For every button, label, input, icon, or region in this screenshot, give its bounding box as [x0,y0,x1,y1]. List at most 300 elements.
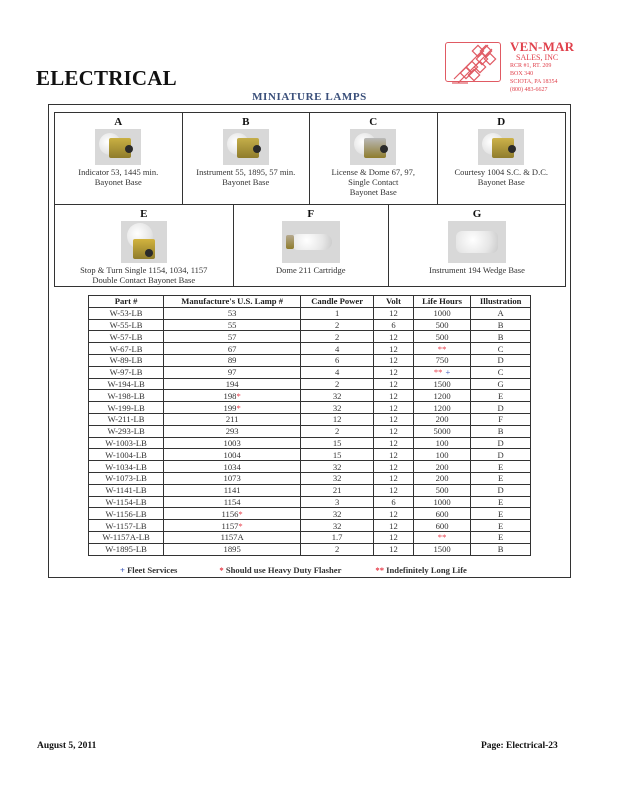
cell-volt [374,413,414,425]
cell-candle-power-value: 32 [332,390,342,401]
cell-lamp [164,343,301,355]
cell-part [89,543,164,555]
logo-address-line: RCR #1, RT. 209 [510,63,552,69]
cell-volt-value: 12 [389,343,398,354]
cell-candle-power-value: 32 [332,402,342,413]
cell-candle-power [301,437,374,449]
lamp-logo-icon [445,42,501,82]
table-row [89,425,531,437]
illustration-letter: B [242,116,250,128]
double-asterisk-icon: ** [433,367,443,378]
illustration-caption: Bayonet Base [222,177,270,187]
cell-candle-power [301,543,374,555]
cell-lamp-value: 67 [227,343,237,354]
table-row [89,484,531,496]
cell-candle-power [301,354,374,366]
cell-part-value: W-53-LB [109,308,143,319]
table-row [89,543,531,555]
cell-lamp [164,449,301,461]
cell-volt [374,484,414,496]
logo-address-line: SCIOTA, PA 18354 [510,79,558,85]
cell-life-hours [413,496,470,508]
cell-life-hours [413,343,470,355]
cell-illustration [471,496,531,508]
lamp-bulb-photo [448,221,506,263]
cell-candle-power-value: 2 [334,544,340,555]
illustration-caption: Bayonet Base [349,187,397,197]
cell-illustration [471,319,531,331]
cell-volt [374,437,414,449]
cell-lamp-value: 211 [225,414,239,425]
cell-life-hours-value: 600 [435,520,449,531]
cell-volt-value: 12 [389,390,398,401]
cell-candle-power-value: 1.7 [331,532,343,543]
column-header-illustration: Illustration [471,296,531,308]
cell-part [89,319,164,331]
asterisk-icon: * [238,520,243,531]
cell-volt [374,425,414,437]
cell-illustration-value: D [497,437,504,448]
lamp-bulb-photo [350,129,396,165]
asterisk-icon: * [236,390,241,401]
cell-candle-power-value: 6 [334,355,340,366]
cell-illustration [471,449,531,461]
cell-volt-value: 12 [389,532,398,543]
cell-candle-power-value: 1 [334,308,340,319]
cell-life-hours [413,437,470,449]
cell-candle-power-value: 15 [332,449,342,460]
cell-candle-power [301,413,374,425]
asterisk-icon: * [236,402,241,413]
cell-illustration [471,331,531,343]
company-logo [443,36,593,93]
cell-candle-power-value: 21 [332,485,342,496]
cell-volt [374,496,414,508]
cell-volt-value: 12 [389,508,398,519]
cell-illustration-value: E [498,532,504,543]
cell-lamp-value: 55 [227,319,237,330]
illustration-letter: D [497,116,506,128]
cell-life-hours [413,484,470,496]
column-header-lamp: Manufacture's U.S. Lamp # [164,296,301,308]
illustration-caption: Indicator 53, 1445 min. [78,167,159,177]
cell-candle-power-value: 3 [334,496,340,507]
cell-candle-power [301,508,374,520]
cell-life-hours-value: 200 [435,461,449,472]
cell-part-value: W-1157A-LB [102,532,150,543]
lamp-bulb-photo [95,129,141,165]
cell-volt [374,402,414,414]
cell-illustration-value: D [497,449,504,460]
cell-lamp [164,461,301,473]
cell-illustration [471,520,531,532]
cell-part-value: W-1034-LB [105,461,147,472]
illustration-caption: Bayonet Base [477,177,525,187]
cell-candle-power [301,472,374,484]
cell-part [89,508,164,520]
cell-part [89,390,164,402]
illustration-a [55,113,183,204]
cell-part [89,484,164,496]
cell-illustration-value: D [497,485,504,496]
cell-illustration-value: D [497,355,504,366]
cell-lamp [164,366,301,378]
cell-candle-power [301,520,374,532]
cell-part-value: W-194-LB [107,378,145,389]
table-row [89,354,531,366]
cell-candle-power [301,307,374,319]
logo-phone: (800) 483-6627 [510,87,548,93]
cell-lamp [164,437,301,449]
cell-part [89,437,164,449]
cell-lamp-value: 1003 [223,437,241,448]
cell-part [89,520,164,532]
table-row [89,307,531,319]
illustration-caption: Bayonet Base [94,177,142,187]
cell-life-hours [413,461,470,473]
cell-volt-value: 12 [389,520,398,531]
cell-illustration-value: E [498,473,504,484]
lamp-table [88,295,531,556]
cell-part [89,496,164,508]
cell-part-value: W-97-LB [109,367,143,378]
cell-candle-power [301,319,374,331]
cell-illustration [471,543,531,555]
double-asterisk-icon: ** [437,532,447,543]
cell-lamp [164,520,301,532]
table-row [89,508,531,520]
cell-candle-power-value: 2 [334,378,340,389]
cell-life-hours-value: 1200 [433,390,451,401]
cell-lamp-value: 57 [227,331,237,342]
cell-lamp-value: 1034 [223,461,241,472]
table-row [89,472,531,484]
cell-volt-value: 12 [389,355,398,366]
illustration-e [55,205,234,286]
illustration-grid [54,112,566,287]
cell-illustration-value: E [498,520,504,531]
cell-volt-value: 12 [389,402,398,413]
cell-life-hours [413,543,470,555]
table-row [89,343,531,355]
cell-volt-value: 12 [389,378,398,389]
cell-candle-power [301,390,374,402]
cell-life-hours-value: 500 [435,485,449,496]
cell-lamp-value: 1073 [223,473,241,484]
cell-illustration [471,390,531,402]
logo-subtitle: SALES, INC [516,53,559,62]
cell-lamp-value: 97 [227,367,237,378]
cell-part [89,472,164,484]
cell-part-value: W-89-LB [109,355,143,366]
illustration-d [438,113,566,204]
cell-illustration [471,461,531,473]
table-row [89,319,531,331]
legend [88,565,531,575]
table-row [89,366,531,378]
illustration-caption: Dome 211 Cartridge [275,265,346,275]
cell-part [89,461,164,473]
cell-volt-value: 12 [389,414,398,425]
cell-volt [374,531,414,543]
cell-part [89,366,164,378]
cell-life-hours [413,390,470,402]
cell-part-value: W-55-LB [109,319,143,330]
cell-life-hours-value: 500 [435,319,449,330]
cell-candle-power [301,402,374,414]
cell-part [89,449,164,461]
cell-candle-power-value: 32 [332,461,342,472]
cell-illustration [471,366,531,378]
page-title: ELECTRICAL [36,66,177,90]
cell-illustration-value: E [498,508,504,519]
asterisk-icon: * [219,565,224,575]
cell-candle-power [301,378,374,390]
cell-lamp [164,543,301,555]
table-row [89,531,531,543]
cell-part-value: W-1156-LB [105,508,147,519]
column-header-life-hours: Life Hours [413,296,470,308]
cell-volt-value: 12 [389,426,398,437]
cell-lamp-value: 1895 [223,544,241,555]
cell-volt-value: 12 [389,449,398,460]
cell-illustration [471,472,531,484]
illustration-caption: Double Contact Bayonet Base [92,275,196,285]
table-row [89,496,531,508]
illustration-c [310,113,438,204]
cell-illustration [471,425,531,437]
cell-part [89,531,164,543]
cell-life-hours [413,331,470,343]
cell-volt [374,378,414,390]
cell-lamp-value: 1154 [223,496,241,507]
cell-volt [374,472,414,484]
cell-candle-power-value: 32 [332,473,342,484]
cell-part-value: W-67-LB [109,343,143,354]
cell-candle-power-value: 2 [334,426,340,437]
lamp-bulb-photo [282,221,340,263]
cell-part-value: W-199-LB [107,402,145,413]
cell-volt-value: 12 [389,367,398,378]
illustration-caption: Instrument 55, 1895, 57 min. [196,167,296,177]
cell-part-value: W-1895-LB [105,544,147,555]
cell-illustration [471,531,531,543]
logo-address-line: BOX 340 [510,71,534,77]
cell-illustration-value: C [497,343,504,354]
table-row [89,437,531,449]
cell-illustration [471,307,531,319]
cell-life-hours [413,508,470,520]
footer-page-number: Page: Electrical-23 [481,741,558,751]
legend-text: Should use Heavy Duty Flasher [225,565,342,575]
cell-part [89,413,164,425]
cell-candle-power-value: 32 [332,520,342,531]
cell-lamp [164,390,301,402]
cell-volt [374,319,414,331]
cell-life-hours [413,354,470,366]
cell-illustration-value: A [497,308,504,319]
illustration-caption: Single Contact [348,177,399,187]
cell-life-hours-value: 5000 [433,426,451,437]
cell-part-value: W-1154-LB [105,496,147,507]
cell-lamp-value: 1004 [223,449,241,460]
cell-part-value: W-198-LB [107,390,145,401]
cell-lamp-value: 1157A [220,532,244,543]
cell-life-hours [413,531,470,543]
cell-part-value: W-1073-LB [105,473,147,484]
section-title: MINIATURE LAMPS [252,91,367,103]
cell-life-hours-value: 1500 [433,544,451,555]
cell-lamp-value: 89 [227,355,237,366]
cell-part-value: W-1004-LB [105,449,147,460]
cell-life-hours-value: 1200 [433,402,451,413]
cell-part [89,402,164,414]
plus-icon: + [120,565,125,575]
cell-illustration-value: B [497,331,504,342]
legend-text: Fleet Services [127,565,178,575]
illustration-b [183,113,311,204]
illustration-row [55,113,565,204]
cell-life-hours-value: 1000 [433,496,451,507]
cell-part-value: W-1157-LB [105,520,147,531]
illustration-caption: Courtesy 1004 S.C. & D.C. [454,167,548,177]
cell-part [89,378,164,390]
cell-illustration-value: D [497,402,504,413]
cell-life-hours [413,472,470,484]
cell-illustration [471,378,531,390]
table-row [89,378,531,390]
logo-brand: VEN-MAR [510,39,575,54]
cell-illustration-value: B [497,426,504,437]
cell-volt-value: 12 [389,308,398,319]
cell-candle-power-value: 15 [332,437,342,448]
illustration-caption: License & Dome 67, 97, [331,167,416,177]
cell-life-hours-value: 750 [435,355,449,366]
cell-life-hours [413,307,470,319]
cell-volt-value: 6 [391,319,396,330]
table-row [89,449,531,461]
cell-illustration [471,343,531,355]
cell-lamp [164,508,301,520]
cell-lamp [164,331,301,343]
illustration-row [55,204,565,286]
cell-part [89,425,164,437]
cell-life-hours [413,366,470,378]
cell-illustration-value: B [497,319,504,330]
cell-volt-value: 12 [389,461,398,472]
table-header-row [89,296,531,308]
column-header-volt: Volt [374,296,414,308]
double-asterisk-icon: ** [375,565,385,575]
cell-lamp-value: 1156 [221,508,239,519]
cell-lamp [164,307,301,319]
double-asterisk-icon: ** [437,343,447,354]
cell-illustration [471,437,531,449]
cell-volt-value: 12 [389,544,398,555]
cell-lamp-value: 1157 [221,520,239,531]
cell-illustration [471,413,531,425]
cell-lamp [164,425,301,437]
asterisk-icon: * [238,508,243,519]
cell-illustration-value: E [498,461,504,472]
cell-life-hours-value: 500 [435,331,449,342]
cell-candle-power [301,331,374,343]
cell-life-hours-value: 1500 [433,378,451,389]
lamp-bulb-photo [223,129,269,165]
cell-candle-power [301,449,374,461]
cell-volt-value: 12 [389,485,398,496]
illustration-caption: Instrument 194 Wedge Base [429,265,525,275]
cell-life-hours-value: 200 [435,473,449,484]
column-header-part: Part # [89,296,164,308]
cell-life-hours [413,520,470,532]
cell-life-hours-value: 1000 [433,308,451,319]
legend-item-long-life [375,565,466,575]
illustration-caption: Stop & Turn Single 1154, 1034, 1157 [80,265,208,275]
illustration-letter: G [472,208,482,220]
cell-part-value: W-1141-LB [105,485,147,496]
table-row [89,461,531,473]
cell-illustration-value: G [497,378,504,389]
cell-part [89,307,164,319]
cell-candle-power [301,531,374,543]
cell-illustration-value: E [498,496,504,507]
cell-volt-value: 12 [389,437,398,448]
cell-part-value: W-211-LB [107,414,145,425]
cell-volt [374,449,414,461]
cell-lamp-value: 198 [223,390,237,401]
cell-candle-power [301,496,374,508]
cell-lamp-value: 53 [227,308,237,319]
table-body [89,307,531,555]
cell-volt [374,331,414,343]
cell-part [89,343,164,355]
cell-candle-power-value: 4 [334,367,340,378]
cell-illustration-value: C [497,367,504,378]
legend-item-flasher [219,565,341,575]
cell-lamp-value: 1141 [223,485,241,496]
cell-life-hours [413,319,470,331]
legend-item-fleet [120,565,177,575]
cell-illustration [471,508,531,520]
footer-date: August 5, 2011 [37,741,97,751]
cell-lamp-value: 293 [225,426,239,437]
cell-volt [374,508,414,520]
cell-candle-power-value: 32 [332,508,342,519]
illustration-letter: F [307,208,315,220]
cell-lamp [164,496,301,508]
cell-life-hours [413,402,470,414]
cell-lamp [164,402,301,414]
cell-lamp [164,472,301,484]
cell-volt [374,307,414,319]
illustration-letter: C [369,116,378,128]
illustration-letter: E [140,208,148,220]
table-row [89,331,531,343]
cell-illustration [471,354,531,366]
cell-lamp [164,354,301,366]
column-header-candle-power: Candle Power [301,296,374,308]
cell-candle-power [301,425,374,437]
cell-illustration [471,402,531,414]
cell-candle-power-value: 12 [332,414,342,425]
legend-text: Indefinitely Long Life [386,565,467,575]
cell-lamp [164,319,301,331]
cell-life-hours [413,413,470,425]
cell-volt [374,343,414,355]
cell-lamp [164,378,301,390]
lamp-bulb-photo [121,221,167,263]
